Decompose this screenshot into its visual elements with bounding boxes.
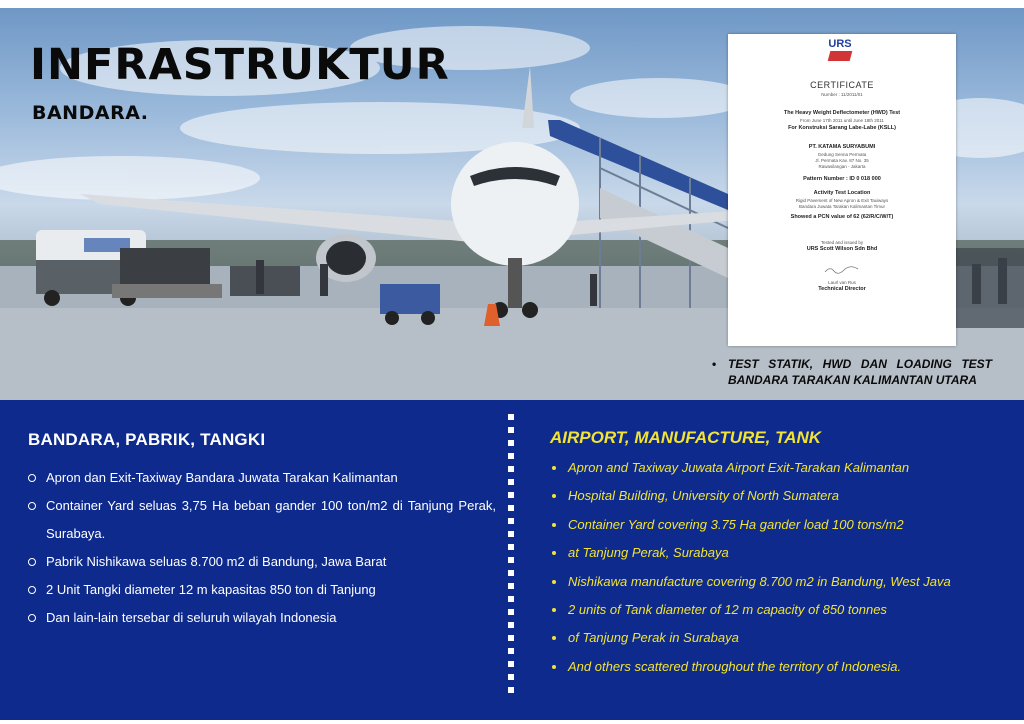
list-item: Container Yard covering 3.75 Ha gander load 100 tons/m2: [550, 511, 990, 539]
certificate-heading: CERTIFICATE: [810, 80, 874, 90]
list-item: 2 Unit Tangki diameter 12 m kapasitas 850 ton di Tanjung: [28, 576, 496, 604]
left-heading: BANDARA, PABRIK, TANGKI: [28, 430, 266, 449]
circle-bullet-icon: [28, 474, 36, 482]
dot-bullet-icon: [552, 466, 556, 470]
certificate-pcn: Showed a PCN value of 62 (62/R/C/W/T): [790, 214, 894, 220]
list-item: of Tanjung Perak in Surabaya: [550, 624, 990, 652]
certificate-company: PT. KATAMA SURYABUMI: [808, 144, 876, 150]
list-item: Dan lain-lain tersebar di seluruh wilayah Indonesia: [28, 604, 496, 632]
list-item: And others scattered throughout the territory of Indonesia.: [550, 653, 990, 681]
certificate-caption: [712, 356, 992, 388]
certificate-address3: Rawasilangan - Jakarta: [818, 164, 866, 169]
certificate-dates: From June 17th 2011 until June 18th 2011: [800, 118, 884, 123]
list-item: Apron and Taxiway Juwata Airport Exit-Tarakan Kalimantan: [550, 454, 990, 482]
dot-bullet-icon: [552, 551, 556, 555]
list-item: Apron dan Exit-Taxiway Bandara Juwata Tarakan Kalimantan: [28, 464, 496, 492]
urs-logo: URS: [820, 38, 860, 66]
caption-line2: BANDARA TARAKAN KALIMANTAN UTARA: [728, 373, 977, 387]
circle-bullet-icon: [28, 502, 36, 510]
right-list: [550, 454, 990, 681]
dot-bullet-icon: [552, 494, 556, 498]
certificate-location-head: Activity Test Location: [813, 190, 871, 196]
certificate-number: Number : 11/2011/01: [821, 92, 863, 97]
certificate-signer: Laurl van Rus: [828, 280, 856, 285]
list-item: 2 units of Tank diameter of 12 m capacity of 850 tonnes: [550, 596, 990, 624]
circle-bullet-icon: [28, 558, 36, 566]
dotted-divider: [508, 414, 514, 700]
certificate-address2: Jl. Permata Kav. 87 No. 35: [815, 158, 869, 163]
list-item: Pabrik Nishikawa seluas 8.700 m2 di Bandung, Jawa Barat: [28, 548, 496, 576]
dot-bullet-icon: [552, 523, 556, 527]
certificate-issued2: URS Scott Wilson Sdn Bhd: [806, 246, 878, 252]
dot-bullet-icon: [552, 636, 556, 640]
page-title: INFRASTRUKTUR: [30, 40, 450, 90]
list-item: Nishikawa manufacture covering 8.700 m2 in Bandung, West Java: [550, 568, 990, 596]
caption-line1: • TEST STATIK, HWD DAN LOADING TEST: [712, 356, 992, 372]
certificate-location2: Bandara Juwata Tarakan Kalimantan Timur: [799, 204, 885, 209]
certificate-signer-title: Technical Director: [818, 286, 866, 292]
circle-bullet-icon: [28, 614, 36, 622]
info-panel: [0, 400, 1024, 720]
english-column: [550, 428, 990, 681]
dot-bullet-icon: [552, 608, 556, 612]
certificate-title2: For Konstruksi Sarang Labe-Labe (KSLL): [788, 125, 896, 131]
dot-bullet-icon: [552, 665, 556, 669]
signature-icon: [824, 266, 860, 274]
certificate: [728, 34, 956, 346]
page-subtitle: BANDARA.: [32, 102, 149, 124]
left-list: [28, 464, 496, 632]
certificate-location1: Rigid Pavement of New Apron & Exit Taxiways: [795, 198, 889, 203]
list-item: at Tanjung Perak, Surabaya: [550, 539, 990, 567]
certificate-issued1: Tested and issued by: [820, 240, 864, 245]
hero-section: [0, 8, 1024, 400]
certificate-pattern: Pattern Number : ID 0 018 000: [803, 176, 881, 182]
dot-bullet-icon: [552, 580, 556, 584]
circle-bullet-icon: [28, 586, 36, 594]
certificate-address1: Gedung Senna Permata: [817, 152, 867, 157]
list-item: Hospital Building, University of North Sumatera: [550, 482, 990, 510]
urs-flag-icon: [828, 51, 853, 61]
certificate-title1: The Heavy Weight Deflectometer (HWD) Test: [783, 110, 901, 116]
list-item: Container Yard seluas 3,75 Ha beban gander 100 ton/m2 di Tanjung Perak, Surabaya.: [28, 492, 496, 548]
right-heading: AIRPORT, MANUFACTURE, TANK: [550, 428, 822, 447]
indonesian-column: [28, 430, 496, 632]
